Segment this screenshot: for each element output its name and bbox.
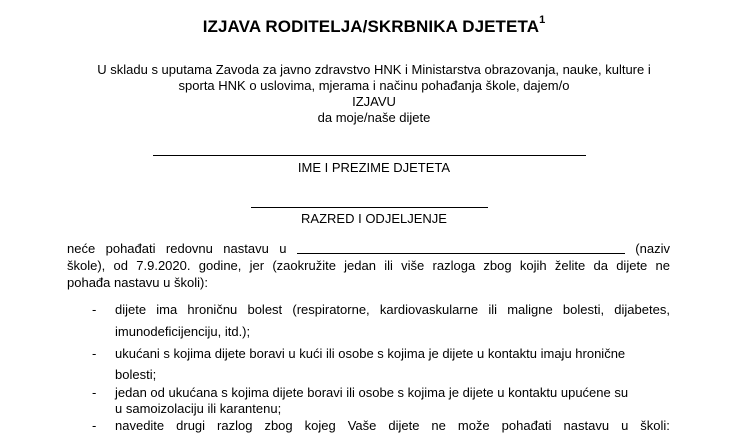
word: (naziv: [635, 241, 670, 256]
word: ne: [655, 258, 670, 273]
document-title: [0, 14, 748, 37]
paragraph-line-1: [67, 241, 670, 256]
paragraph-line-2: [67, 258, 670, 273]
paragraph-line-3: pohađa nastavu u školi):: [67, 275, 208, 290]
word: školi:: [640, 418, 670, 433]
word: nastavu: [223, 241, 269, 256]
word: u: [279, 241, 287, 256]
word: redovnu: [165, 241, 213, 256]
word: godine,: [198, 258, 242, 273]
word: zbog: [483, 258, 512, 273]
word: maligne: [507, 302, 553, 317]
word: nastavu: [563, 418, 610, 433]
word: dijete: [115, 302, 147, 317]
intro-line-2: sporta HNK o uslovima, mjerama i načinu pohađanja škole, dajem/o: [178, 78, 570, 93]
word: ne: [431, 418, 446, 433]
word: razlog: [217, 418, 253, 433]
reason-2-dash: -: [92, 346, 97, 361]
word: ili: [384, 258, 393, 273]
reason-4-line-1[interactable]: [115, 418, 670, 433]
class-blank-line[interactable]: [251, 207, 488, 208]
word: jedan: [344, 258, 376, 273]
word: želite: [554, 258, 586, 273]
word: kojeg: [304, 418, 336, 433]
word: ili: [488, 302, 497, 317]
word: 7.9.2020.: [136, 258, 191, 273]
word: škole),: [67, 258, 106, 273]
word: zbog: [264, 418, 293, 433]
word: bolest: [247, 302, 283, 317]
word: kojih: [519, 258, 547, 273]
word: više: [401, 258, 425, 273]
izjavu-heading: IZJAVU: [352, 94, 396, 109]
reason-2-line-2: bolesti;: [115, 367, 157, 382]
title-text: IZJAVA RODITELJA/SKRBNIKA DJETETA: [202, 17, 540, 36]
word: neće: [67, 241, 96, 256]
word: (respiratorne,: [292, 302, 370, 317]
word: dijete: [616, 258, 648, 273]
reason-1-dash: -: [92, 302, 97, 317]
reason-3-line-1[interactable]: jedan od ukućana s kojima dijete boravi ili osobe s kojima je dijete u kontaktu upućene su: [115, 385, 629, 400]
reason-4-dash: -: [92, 418, 97, 433]
word: jer: [249, 258, 265, 273]
reason-3-line-2: u samoizolaciju ili karantenu;: [115, 401, 282, 416]
word: kardiovaskularne: [379, 302, 479, 317]
word: bolesti,: [562, 302, 605, 317]
school-name-blank-line[interactable]: [297, 241, 625, 254]
word: pohađati: [105, 241, 156, 256]
word: da: [593, 258, 608, 273]
intro-line-1: U skladu s uputama Zavoda za javno zdravstvo HNK i Ministarstva obrazovanja, nauke, kulture i: [97, 62, 651, 77]
child-name-label: IME I PREZIME DJETETA: [297, 160, 451, 175]
word: razloga: [432, 258, 476, 273]
intro-line-3: da moje/naše dijete: [317, 110, 431, 125]
footnote-mark: 1: [539, 14, 546, 26]
reason-1-line-2: imunodeficijenciju, itd.);: [115, 324, 251, 339]
word: Vaše: [347, 418, 377, 433]
word: može: [457, 418, 490, 433]
word: dijete: [388, 418, 420, 433]
word: pohađati: [501, 418, 552, 433]
reason-2-line-1[interactable]: ukućani s kojima dijete boravi u kući ili osobe s kojima je dijete u kontaktu imaju hronične: [115, 346, 626, 361]
word: drugi: [176, 418, 206, 433]
word: u: [621, 418, 629, 433]
word: od: [113, 258, 129, 273]
class-label: RAZRED I ODJELJENJE: [301, 211, 447, 226]
reason-1-checkable-line-1[interactable]: [115, 302, 670, 317]
word: ima: [156, 302, 178, 317]
word: hroničnu: [187, 302, 238, 317]
child-name-blank-line[interactable]: [153, 155, 586, 156]
word: (zaokružite: [272, 258, 336, 273]
reason-3-dash: -: [92, 385, 97, 400]
word: navedite: [115, 418, 165, 433]
word: dijabetes,: [614, 302, 670, 317]
